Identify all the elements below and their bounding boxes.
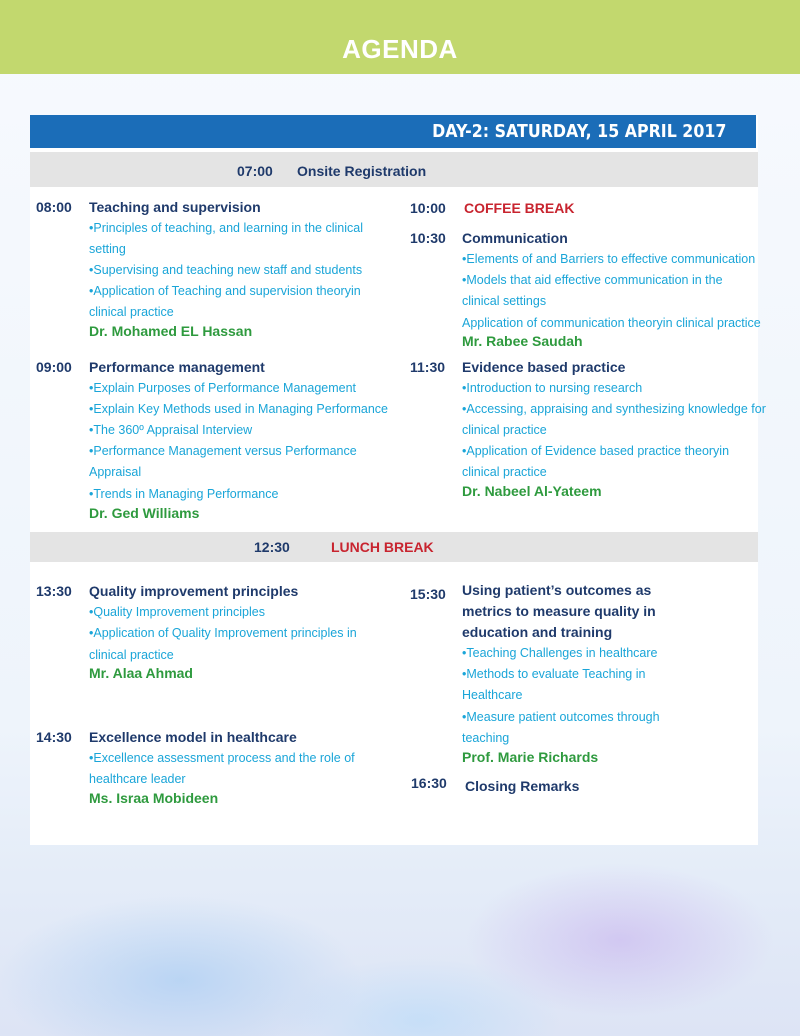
day-header-bar [30,115,756,148]
background-glow [0,820,800,1036]
session-bullet: •Performance Management versus Performance [89,444,357,458]
session-time: 11:30 [410,359,446,375]
session-bullet: healthcare leader [89,772,186,786]
session-title: Quality improvement principles [89,583,299,599]
session-bullet: teaching [462,731,510,745]
session-bullet: •Quality Improvement principles [89,605,265,619]
session-bullet: •Methods to evaluate Teaching in [462,667,646,681]
session-speaker: Mr. Rabee Saudah [462,333,583,349]
session-bullet: •Excellence assessment process and the role of [89,751,355,765]
session-bullet: •Elements of and Barriers to effective communication [462,252,756,266]
session-time: 08:00 [36,199,72,215]
session-speaker: Ms. Israa Mobideen [89,790,219,806]
header-banner [0,0,800,74]
session-bullet: Application of communication theoryin clinical practice [462,316,761,330]
session-bullet: •Application of Quality Improvement principles in [89,626,357,640]
session-bullet: •Introduction to nursing research [462,381,643,395]
session-speaker: Prof. Marie Richards [462,749,599,765]
coffee-break-label: COFFEE BREAK [464,200,575,216]
session-title: Excellence model in healthcare [89,729,297,745]
session-bullet: •Explain Key Methods used in Managing Performance [89,402,388,416]
session-speaker: Mr. Alaa Ahmad [89,665,193,681]
session-bullet: •Teaching Challenges in healthcare [462,646,658,660]
session-bullet: •Application of Teaching and supervision theoryin [89,284,361,298]
registration-time: 07:00 [237,163,273,179]
session-bullet: •Principles of teaching, and learning in the clinical [89,221,363,235]
session-time: 10:30 [410,230,446,246]
session-bullet: setting [89,242,126,256]
session-time: 13:30 [36,583,72,599]
session-time: 15:30 [410,586,446,602]
session-time: 16:30 [411,775,447,791]
session-bullet: •Models that aid effective communication in the [462,273,723,287]
session-bullet: clinical practice [462,423,547,437]
session-speaker: Dr. Nabeel Al-Yateem [462,483,602,499]
registration-label: Onsite Registration [297,163,427,179]
session-bullet: clinical settings [462,294,547,308]
session-bullet: •Explain Purposes of Performance Management [89,381,357,395]
session-title: Communication [462,230,568,246]
lunch-break-label: LUNCH BREAK [331,539,434,555]
session-title: Closing Remarks [465,778,580,794]
session-bullet: •Measure patient outcomes through [462,710,660,724]
session-bullet: clinical practice [89,648,174,662]
session-title: Teaching and supervision [89,199,261,215]
session-title: Evidence based practice [462,359,626,375]
session-bullet: •Trends in Managing Performance [89,487,279,501]
session-speaker: Dr. Ged Williams [89,505,200,521]
page-title: AGENDA [342,34,458,64]
session-title: Using patient’s outcomes as [462,582,652,598]
session-time: 14:30 [36,729,72,745]
session-bullet: •Supervising and teaching new staff and students [89,263,363,277]
coffee-time: 10:00 [410,200,446,216]
session-bullet: •Application of Evidence based practice theoryin [462,444,730,458]
day-title: DAY-2: SATURDAY, 15 APRIL 2017 [431,121,726,142]
session-time: 09:00 [36,359,72,375]
session-bullet: •Accessing, appraising and synthesizing knowledge for [462,402,766,416]
session-bullet: Appraisal [89,465,142,479]
session-speaker: Dr. Mohamed EL Hassan [89,323,253,339]
session-bullet: clinical practice [89,305,174,319]
session-bullet: clinical practice [462,465,547,479]
session-title: Performance management [89,359,265,375]
session-title: education and training [462,624,613,640]
session-title: metrics to measure quality in [462,603,656,619]
session-bullet: •The 360º Appraisal Interview [89,423,253,437]
lunch-time: 12:30 [254,539,290,555]
session-bullet: Healthcare [462,688,523,702]
